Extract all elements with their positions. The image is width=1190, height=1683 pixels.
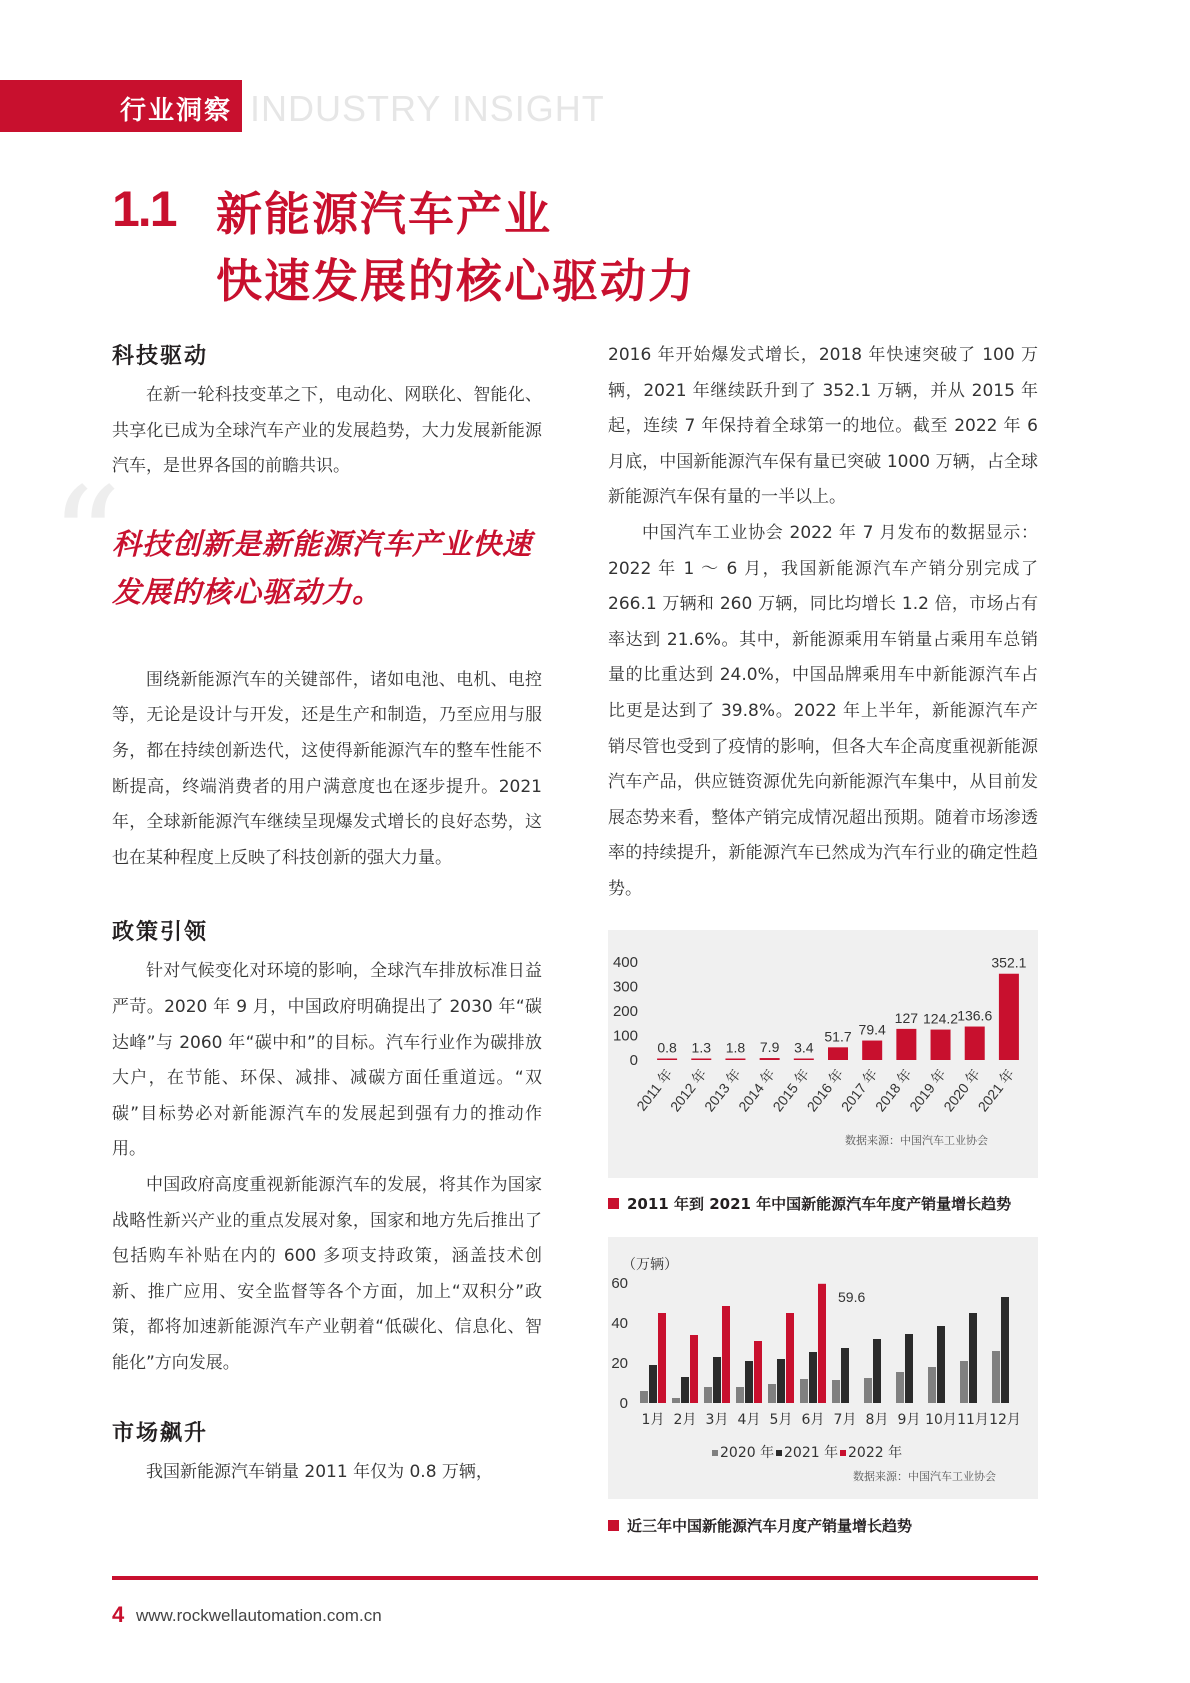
bar-2022年-2月 — [690, 1335, 698, 1403]
bar-2021年-12月 — [1001, 1297, 1009, 1403]
bar-2013 年 — [725, 1059, 745, 1061]
x-tick-label: 2013 年 — [701, 1065, 744, 1115]
x-tick-label: 6月 — [801, 1412, 825, 1428]
bar-2021年-7月 — [841, 1348, 849, 1403]
paragraph: 我国新能源汽车销量 2011 年仅为 0.8 万辆， — [146, 1462, 493, 1483]
bar-2022年-3月 — [722, 1306, 730, 1403]
bar-2020年-8月 — [864, 1378, 872, 1403]
bar-2020年-12月 — [992, 1351, 1000, 1403]
bar-2022年-4月 — [754, 1341, 762, 1403]
heading-tech: 科技驱动 — [112, 344, 209, 369]
bar-2017 年 — [862, 1041, 882, 1060]
data-label: 7.9 — [759, 1039, 780, 1056]
data-label: 124.2 — [923, 1010, 959, 1027]
chart2-caption-text: 近三年中国新能源汽车月度产销量增长趋势 — [627, 1517, 913, 1535]
footer-url: www.rockwellautomation.com.cn — [136, 1606, 382, 1625]
annotation-label: 59.6 — [838, 1288, 866, 1305]
x-tick-label: 2020 年 — [940, 1065, 984, 1115]
legend-label: 2020 年 — [720, 1445, 775, 1461]
data-label: 3.4 — [794, 1039, 814, 1056]
x-tick-label: 2011 年 — [633, 1065, 676, 1114]
data-label: 352.1 — [991, 954, 1027, 971]
bar-2016 年 — [828, 1047, 848, 1060]
y-tick-label: 0 — [619, 1395, 628, 1412]
y-tick-label: 40 — [611, 1315, 628, 1332]
x-tick-label: 2014 年 — [735, 1065, 779, 1115]
paragraph: 针对气候变化对环境的影响，全球汽车排放标准日益严苛。2020 年 9 月，中国政府明确提出了 2030 年“碳达峰”与 2060 年“碳中和”的目标。汽车行业作为碳排放大户，在节能、环保、减排、减碳方面任重道远。“双碳”目标势必对新能源汽车的发展起到强有力的推动作用。 — [112, 961, 542, 1160]
annual-sales-chart-svg — [608, 930, 1038, 1178]
bar-2020年-4月 — [736, 1387, 744, 1403]
x-tick-label: 2021 年 — [974, 1065, 1018, 1115]
annual-sales-chart — [608, 930, 1038, 1178]
section-title-line1: 新能源汽车产业 — [216, 187, 552, 241]
section-title-line2: 快速发展的核心驱动力 — [216, 254, 696, 308]
pull-quote: 科技创新是新能源汽车产业快速发展的核心驱动力。 — [112, 527, 533, 609]
bar-2021年-9月 — [905, 1334, 913, 1403]
bar-2020年-11月 — [960, 1361, 968, 1403]
left-column — [112, 340, 542, 1491]
data-label: 79.4 — [858, 1021, 886, 1038]
x-tick-label: 7月 — [833, 1412, 857, 1428]
bar-2012 年 — [691, 1059, 711, 1061]
header-label-en: INDUSTRY INSIGHT — [250, 88, 605, 129]
legend-label: 2022 年 — [848, 1445, 903, 1461]
data-label: 136.6 — [957, 1007, 993, 1024]
bar-2020年-5月 — [768, 1384, 776, 1403]
x-tick-label: 10月 — [925, 1412, 957, 1428]
data-label: 1.8 — [725, 1039, 746, 1056]
x-tick-label: 2017 年 — [837, 1065, 881, 1115]
bar-2021年-2月 — [681, 1377, 689, 1403]
legend-label: 2021 年 — [784, 1445, 839, 1461]
y-tick-label: 300 — [612, 978, 638, 996]
bar-2022年-1月 — [658, 1313, 666, 1403]
caption-marker-icon — [608, 1520, 619, 1531]
bar-2021年-1月 — [649, 1365, 657, 1403]
bar-2020 年 — [965, 1027, 985, 1060]
chart-source: 数据来源：中国汽车工业协会 — [853, 1470, 996, 1483]
y-tick-label: 200 — [612, 1003, 638, 1020]
y-tick-label: 60 — [611, 1275, 628, 1292]
chart1-caption-text: 2011 年到 2021 年中国新能源汽车年度产销量增长趋势 — [627, 1195, 1012, 1213]
y-tick-label: 20 — [611, 1355, 628, 1372]
bar-2018 年 — [896, 1029, 916, 1060]
bar-2021年-3月 — [713, 1357, 721, 1403]
bar-2022年-6月 — [818, 1284, 826, 1403]
x-tick-label: 2019 年 — [906, 1065, 949, 1115]
x-tick-label: 1月 — [641, 1412, 665, 1428]
bar-2021年-8月 — [873, 1339, 881, 1403]
paragraph: 中国汽车工业协会 2022 年 7 月发布的数据显示：2022 年 1 ～ 6 月，我国新能源汽车产销分别完成了 266.1 万辆和 260 万辆，同比均增长 1.2 倍，市场占有率达到 21.6%。其中，新能源乘用车销量占乘用车总销量的比重达到 24.0%，中国品牌乘用车中新能源汽车占比更是达到了 39.8%。2022 年上半年，新能源汽车产销尽管也受到了疫情的影响，但各大车企高度重视新能源汽车产品，供应链资源优先向新能源汽车集中，从目前发展态势来看，整体产销完成情况超出预期。随着市场渗透率的持续提升，新能源汽车已然成为汽车行业的确定性趋势。 — [608, 522, 1038, 899]
data-label: 0.8 — [657, 1039, 677, 1056]
bar-2021年-5月 — [777, 1359, 785, 1403]
bar-2021年-6月 — [809, 1352, 817, 1403]
y-tick-label: 0 — [629, 1052, 638, 1069]
chart-source: 数据来源：中国汽车工业协会 — [845, 1134, 988, 1147]
bar-2014 年 — [760, 1058, 780, 1060]
data-label: 1.3 — [691, 1039, 712, 1056]
y-unit-label: （万辆） — [622, 1257, 678, 1273]
x-tick-label: 4月 — [737, 1412, 761, 1428]
bar-2022年-5月 — [786, 1313, 794, 1403]
x-tick-label: 2015 年 — [769, 1065, 813, 1115]
heading-market: 市场飙升 — [112, 1421, 209, 1447]
x-tick-label: 3月 — [705, 1412, 729, 1428]
bar-2021年-11月 — [969, 1313, 977, 1403]
paragraph: 中国政府高度重视新能源汽车的发展，将其作为国家战略性新兴产业的重点发展对象，国家和地方先后推出了包括购车补贴在内的 600 多项支持政策，涵盖技术创新、推广应用、安全监督等各个方面，加上“双积分”政策，都将加速新能源汽车产业朝着“低碳化、信息化、智能化”方向发展。 — [112, 1174, 542, 1373]
quote-mark-icon: “ — [50, 458, 122, 621]
caption-marker-icon — [608, 1198, 619, 1209]
data-label: 127 — [894, 1009, 919, 1026]
bar-2020年-2月 — [672, 1398, 680, 1403]
header-label-cn: 行业洞察 — [120, 96, 233, 126]
paragraph: 在新一轮科技变革之下，电动化、网联化、智能化、共享化已成为全球汽车产业的发展趋势，大力发展新能源汽车，是世界各国的前瞻共识。 — [112, 385, 542, 477]
y-tick-label: 100 — [612, 1027, 638, 1045]
x-tick-label: 2012 年 — [666, 1065, 710, 1115]
paragraph: 围绕新能源汽车的关键部件，诸如电池、电机、电控等，无论是设计与开发，还是生产和制造，乃至应用与服务，都在持续创新迭代，这使得新能源汽车的整车性能不断提高，终端消费者的用户满意度也在逐步提升。2021 年，全球新能源汽车继续呈现爆发式增长的良好态势，这也在某种程度上反映了科技创新的强大力量。 — [112, 669, 542, 868]
bar-2021年-10月 — [937, 1326, 945, 1403]
section-number: 1.1 — [112, 181, 176, 237]
heading-policy: 政策引领 — [112, 920, 209, 946]
paragraph: 2016 年开始爆发式增长，2018 年快速突破了 100 万辆，2021 年继续跃升到了 352.1 万辆，并从 2015 年起，连续 7 年保持着全球第一的地位。截至 2022 年 6 月底，中国新能源汽车保有量已突破 1000 万辆，占全球新能源汽车保有量的一半以上。 — [608, 345, 1038, 508]
bar-2020年-6月 — [800, 1379, 808, 1403]
x-tick-label: 9月 — [897, 1412, 921, 1428]
legend-swatch — [712, 1450, 718, 1456]
chart1-caption — [608, 1193, 1011, 1214]
x-tick-label: 2018 年 — [871, 1065, 915, 1115]
page-number: 4 — [112, 1602, 125, 1627]
monthly-sales-chart-svg — [608, 1237, 1038, 1499]
bar-2020年-1月 — [640, 1391, 648, 1403]
bar-2019 年 — [931, 1030, 951, 1060]
bar-2015 年 — [794, 1059, 814, 1061]
bar-2020年-10月 — [928, 1367, 936, 1403]
footer-rule — [112, 1576, 1038, 1580]
x-tick-label: 8月 — [865, 1412, 889, 1428]
x-tick-label: 5月 — [769, 1412, 793, 1428]
data-label: 51.7 — [824, 1028, 852, 1045]
chart2-caption — [608, 1515, 912, 1536]
bar-2020年-7月 — [832, 1380, 840, 1403]
bar-2020年-3月 — [704, 1387, 712, 1403]
bar-2011 年 — [657, 1059, 677, 1061]
bar-2021年-4月 — [745, 1361, 753, 1403]
legend-swatch — [776, 1450, 782, 1456]
bar-2020年-9月 — [896, 1372, 904, 1403]
y-tick-label: 400 — [612, 954, 638, 971]
x-tick-label: 2月 — [673, 1412, 697, 1428]
x-tick-label: 11月 — [957, 1412, 989, 1428]
x-tick-label: 12月 — [989, 1412, 1021, 1428]
monthly-sales-chart — [608, 1237, 1038, 1499]
legend-swatch — [840, 1450, 846, 1456]
right-column — [608, 338, 1038, 908]
x-tick-label: 2016 年 — [803, 1065, 847, 1115]
bar-2021 年 — [999, 974, 1019, 1060]
